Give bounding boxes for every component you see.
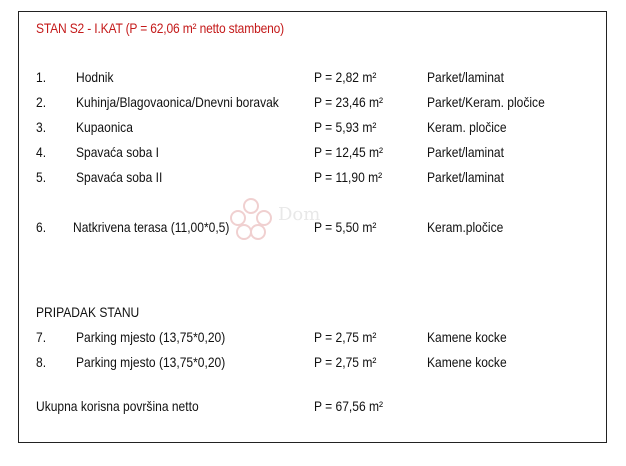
room-name: Kupaonica — [76, 119, 133, 135]
watermark — [230, 198, 400, 258]
room-area: P = 11,90 m² — [314, 169, 383, 185]
room-name: Hodnik — [76, 69, 114, 85]
room-number: 1. — [36, 69, 47, 85]
parking-material: Kamene kocke — [427, 354, 507, 370]
total-label: Ukupna korisna površina netto — [36, 398, 199, 414]
room-number: 2. — [36, 94, 47, 110]
room-row — [0, 144, 626, 164]
room-row — [0, 169, 626, 189]
room-material: Parket/Keram. pločice — [427, 94, 545, 110]
room-material: Parket/laminat — [427, 169, 504, 185]
room-material: Parket/laminat — [427, 69, 504, 85]
total-value: P = 67,56 m² — [314, 398, 384, 414]
room-area: P = 2,82 m² — [314, 69, 377, 85]
room-area: P = 12,45 m² — [314, 144, 384, 160]
room-name: Kuhinja/Blagovaonica/Dnevni boravak — [76, 94, 279, 110]
apartment-title: STAN S2 - I.KAT (P = 62,06 m² netto stambeno) — [36, 20, 285, 36]
terrace-number: 6. — [36, 219, 47, 235]
watermark-text: Dom — [278, 204, 321, 225]
parking-number: 8. — [36, 354, 47, 370]
room-name: Spavaća soba I — [76, 144, 160, 160]
terrace-name: Natkrivena terasa (11,00*0,5) — [73, 219, 230, 235]
room-row — [0, 69, 626, 89]
parking-area: P = 2,75 m² — [314, 329, 377, 345]
parking-area: P = 2,75 m² — [314, 354, 377, 370]
room-name: Spavaća soba II — [76, 169, 163, 185]
room-number: 3. — [36, 119, 47, 135]
room-number: 5. — [36, 169, 47, 185]
room-row — [0, 94, 626, 114]
section-label: PRIPADAK STANU — [36, 304, 140, 320]
parking-material: Kamene kocke — [427, 329, 507, 345]
flower-logo-icon — [230, 198, 270, 238]
room-number: 4. — [36, 144, 47, 160]
parking-row — [0, 329, 626, 349]
parking-name: Parking mjesto (13,75*0,20) — [76, 354, 226, 370]
terrace-material: Keram.pločice — [427, 219, 504, 235]
parking-name: Parking mjesto (13,75*0,20) — [76, 329, 226, 345]
parking-row — [0, 354, 626, 374]
room-material: Keram. pločice — [427, 119, 507, 135]
room-material: Parket/laminat — [427, 144, 504, 160]
room-row — [0, 119, 626, 139]
parking-number: 7. — [36, 329, 47, 345]
terrace-area: P = 5,50 m² — [314, 219, 377, 235]
room-area: P = 5,93 m² — [314, 119, 377, 135]
room-area: P = 23,46 m² — [314, 94, 384, 110]
